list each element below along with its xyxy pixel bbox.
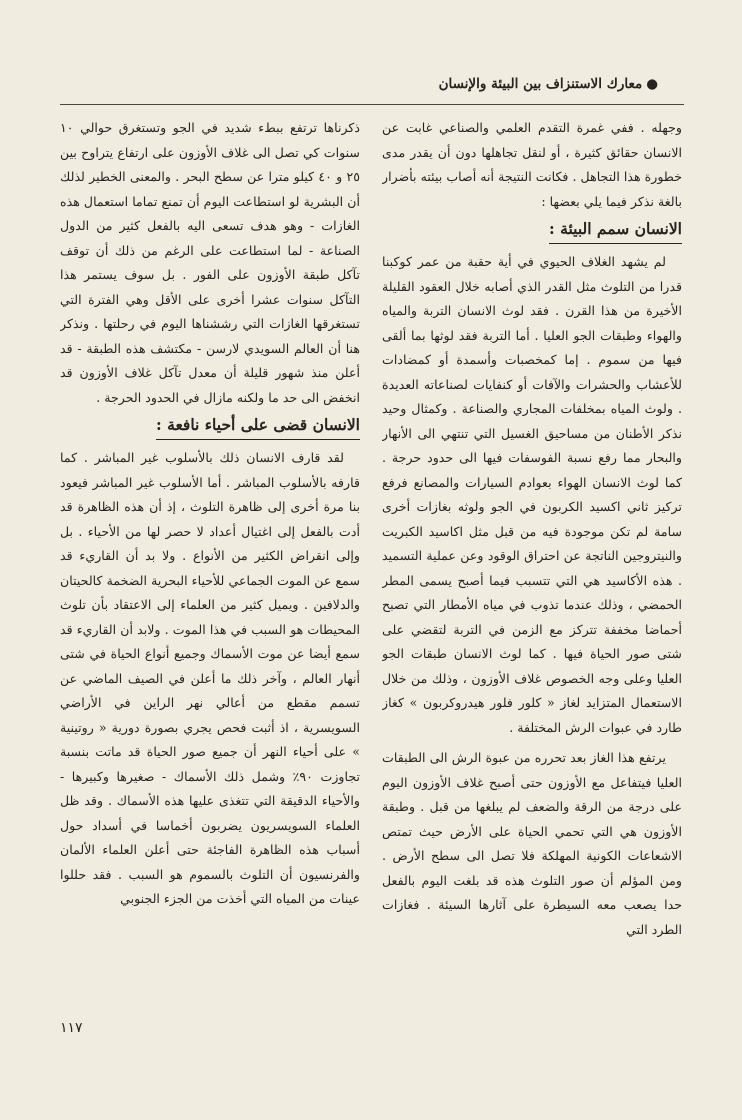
section-heading: الانسان سمم البيئة : (382, 217, 682, 244)
paragraph: ذكرناها ترتفع ببطء شديد في الجو وتستغرق حوالي ١٠ سنوات كي تصل الى غلاف الأوزون على ارتفاع يتراوح بين ٢٥ و ٤٠ كيلو مترا عن سطح البحر . والمعنى الخطير لذلك أن البشرية لو استطاعت اليوم أن تمنع تماما استعمال هذه الغازات - وهو هدف تسعى اليه بالفعل كثير من الدول الصناعة - لما استطاعت على الرغم من ذلك أن توقف تآكل طبقة الأوزون على الفور . بل سوف يستمر هذا التآكل سنوات عشرا أخرى على الأقل وهي الفترة التي تستغرقها الغازات التي رششناها اليوم في رحلتها . ونذكر هنا أن العالم السويدي لارسن - مكتشف هذه الطبقة - قد أعلن منذ شهور قليلة أن معدل تآكل غلاف الأوزون قد انخفض الى حد ما ولكنه مازال في الحدود الحرجة . (60, 120, 360, 405)
running-head-title: معارك الاستنزاف بين البيئة والإنسان (438, 76, 643, 92)
circle-bullet-icon: ● (646, 76, 658, 92)
paragraph: وجهله . ففي غمرة التقدم العلمي والصناعي غابت عن الانسان حقائق كثيرة ، أو لنقل تجاهلها دون أن يقدر مدى خطورة هذا التجاهل . فكانت النتيجة أنه أصاب بيئته بأضرار بالغة نذكر فيما يلي بعضها : (382, 120, 682, 209)
header-rule (60, 104, 684, 105)
paragraph: يرتفع هذا الغاز بعد تحرره من عبوة الرش الى الطبقات العليا فيتفاعل مع الأوزون حتى أصبح غلاف الأوزون اليوم على درجة من الرقة والضعف لم يبلغها من قبل . وطبقة الأوزون هي التي تحمي الحياة على الأرض حيث تمتص الاشعاعات الكونية المهلكة فلا تصل الى سطح الأرض . ومن المؤلم أن صور التلوث هذه قد بلغت اليوم بالفعل حدا يصعب معه السيطرة على آثارها السيئة . فغازات الطرد التي (382, 750, 682, 937)
paragraph: لقد قارف الانسان ذلك بالأسلوب غير المباشر . كما قارفه بالأسلوب المباشر . أما الأسلوب غير المباشر فيعود بنا مرة أخرى إلى ظاهرة التلوث ، إذ أن هذه الظاهرة قد أدت بالفعل إلى اغتيال أعداد لا حصر لها من الأحياء . بل وإلى انقراض الكثير من الأنواع . ولا بد أن القاريء قد سمع عن الموت الجماعي للأحياء البحرية الضخمة كالحيتان والدلافين . ويميل كثير من العلماء إلى الاعتقاد بأن تلوث المحيطات هو السبب في هذا الموت . ولابد أن القاريء قد سمع أيضا عن موت الأسماك وجميع أنواع الحياة في شتى أنهار العالم ، وآخر ذلك ما أعلن في الصيف الماضي عن تسمم مقطع من أعالي نهر الراين في الأراضي السويسرية ، اذ أثبت فحص يجري بصورة دورية « روتينية » على أحياء النهر أن جميع صور الحياة قد ماتت بنسبة تجاوزت ٩٠٪ وشمل ذلك الأسماك - صغيرها وكبيرها - والأحياء الدقيقة التي تتغذى عليها هذه الأسماك . وقد ظل العلماء السويسريون يضربون أخماسا في أسداد حول أسباب هذه الظاهرة الفاجئة حتى أعلن العلماء الألمان والفرنسيون أن التلوث بالسموم هو السبب . فقد حللوا عينات من المياه التي أخذت من الجزء الجنوبي (60, 450, 360, 906)
left-column (60, 116, 360, 1046)
section-heading: الانسان قضى على أحياء نافعة : (60, 413, 360, 440)
right-column (382, 116, 682, 1046)
paragraph: لم يشهد الغلاف الحيوي في أية حقبة من عمر كوكبنا قدرا من التلوث مثل القدر الذي أصابه خلال العقود القليلة الأخيرة من هذا القرن . فقد لوث الانسان التربة والمياه والهواء وطبقات الجو العليا . أما التربة فقد لوثها بما ألقى فيها من سموم . إما كمخصبات وأسمدة أو كمضادات للأعشاب والحشرات والآفات أو كنفايات لصناعاته العديدة . ولوث المياه بمخلفات المجاري والصناعة . وكمثال وحيد نذكر الأطنان من مساحيق الغسيل التي تنتهي الى الأنهار والبحار مما رفع نسبة الفوسفات فيها الى حدود حرجة . كما لوث الانسان الهواء بعوادم السيارات والمصانع فرفع تركيز ثاني اكسيد الكربون في الجو ولوثه بغازات أخرى سامة لم تكن موجودة فيه من قبل مثل اكاسيد الكبريت والنيتروجين الناتجة عن احتراق الوقود وعن عملية التسميد . هذه الأكاسيد هي التي تتسبب فيما أصبح يسمى المطر الحمضي ، وذلك عندما تذوب في مياه الأمطار التي تصبح أحماضا مخففة تتركز مع الزمن في التربة لتقضي على شتى صور الحياة فيها . كما لوث الانسان طبقات الجو العليا وعلى وجه الخصوص غلاف الأوزون ، وذلك من خلال الاستعمال المتزايد لغاز « كلور فلور هيدروكربون » كغاز طارد في عبوات الرش المختلفة . (382, 254, 682, 735)
running-head (98, 76, 658, 92)
page-number: ١١٧ (60, 1020, 83, 1036)
